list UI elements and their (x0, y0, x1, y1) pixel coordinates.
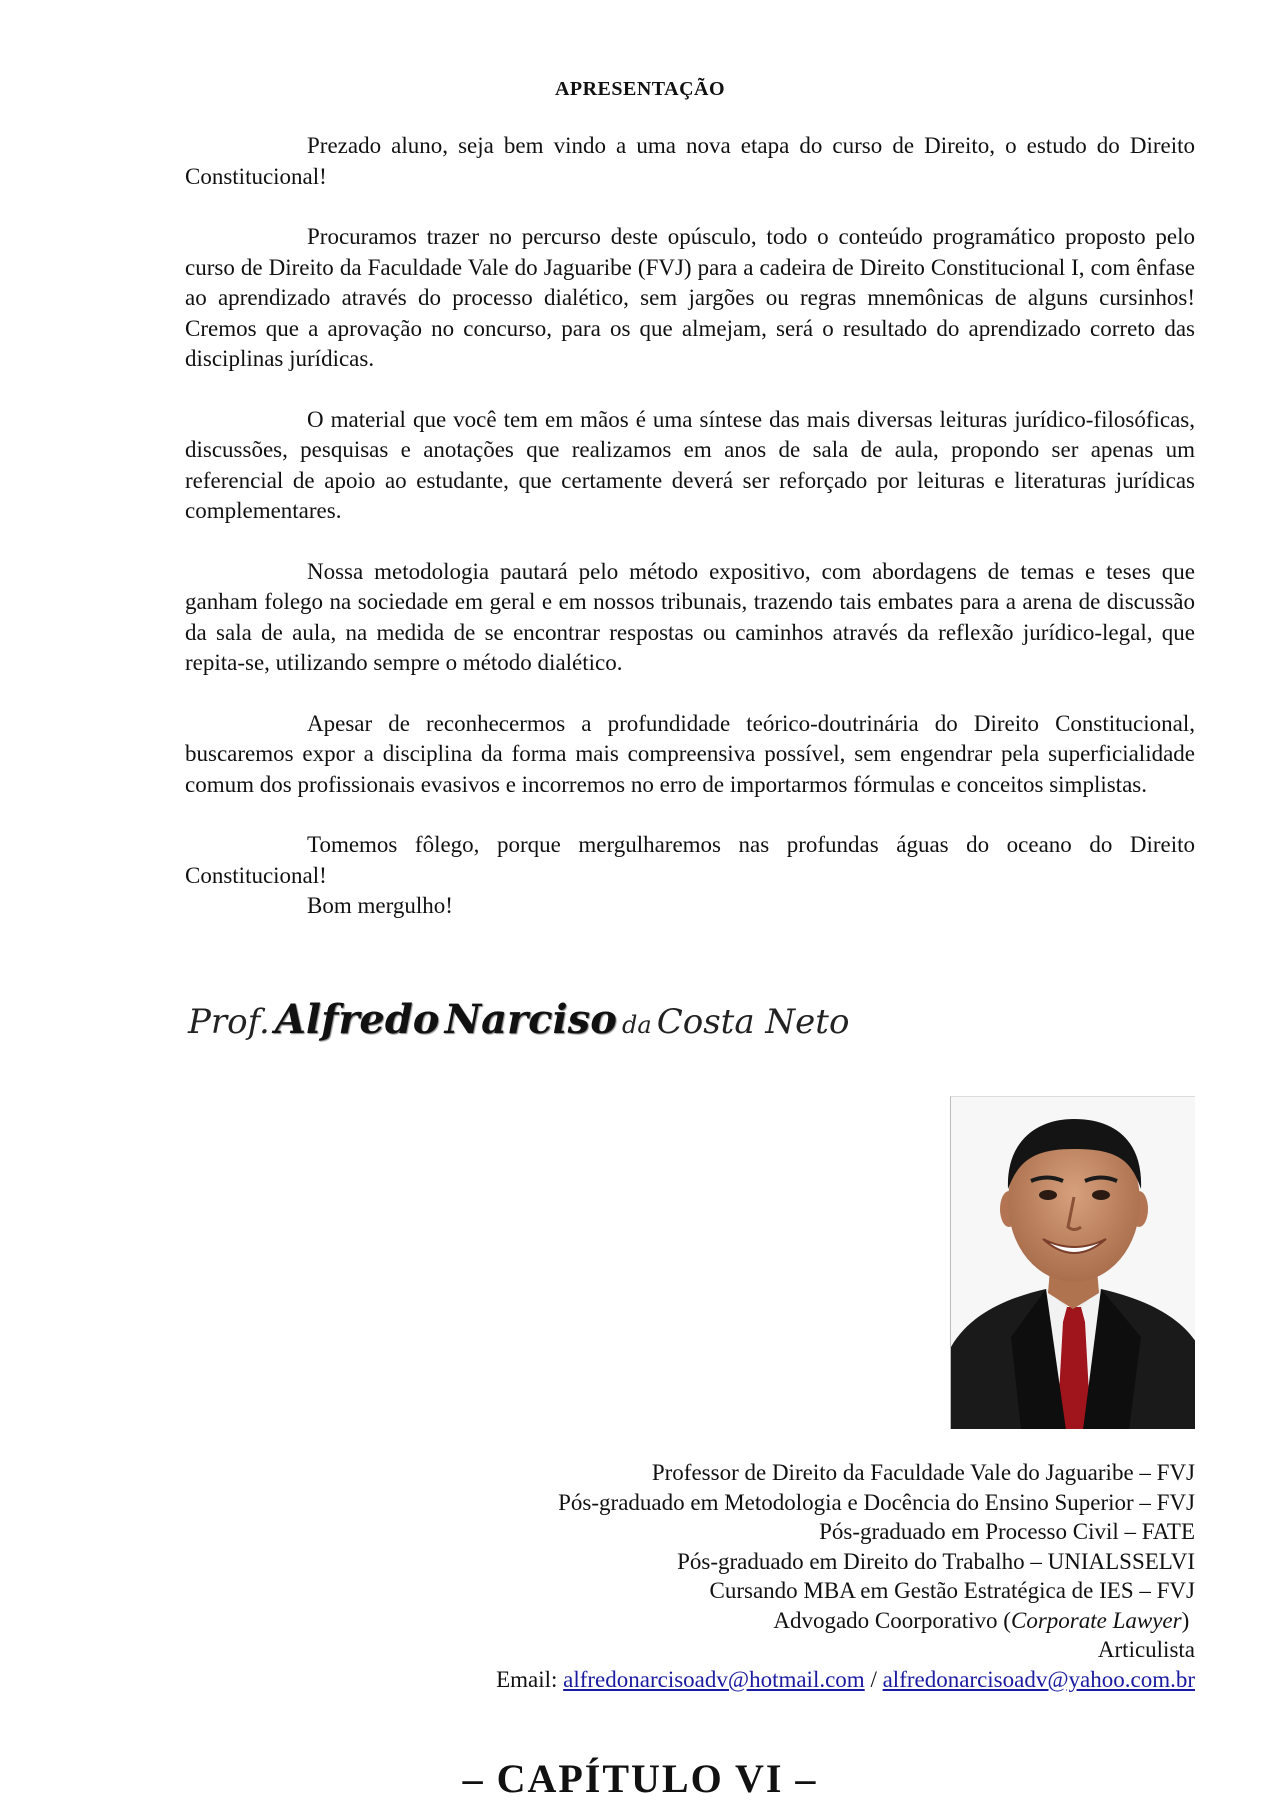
role-text: Advogado Coorporativo ( (773, 1607, 1011, 1633)
paragraph-approach: Apesar de reconhecermos a profundidade teórico-doutrinária do Direito Constitucional, buscaremos expor a disciplina da forma mais compreensiva possível, sem engendrar pela superficialidade comum dos profissionais evasivos e incorremos no erro de importarmos fórmulas e conceitos simplistas. (185, 710, 1195, 797)
email-link-hotmail[interactable]: alfredonarcisoadv@hotmail.com (563, 1666, 865, 1692)
paragraph-methodology: Nossa metodologia pautará pelo método expositivo, com abordagens de temas e teses que ganham folego na sociedade em geral e em nossos tribunais, trazendo tais embates para a arena de discussão da sala de aula, na medida de se encontrar respostas ou caminhos através da reflexão jurídico-legal, que repita-se, utilizando sempre o método dialético. (185, 558, 1195, 675)
credential-line: Pós-graduado em Direito do Trabalho – UNIALSSELVI (677, 1548, 1195, 1574)
email-separator: / (864, 1666, 883, 1692)
signature-last-name: Costa Neto (656, 1002, 850, 1042)
role-english: Corporate Lawyer (1010, 1607, 1182, 1633)
signature-connector: da (621, 1011, 652, 1039)
chapter-heading: – CAPÍTULO VI – (462, 1756, 818, 1801)
email-link-yahoo[interactable]: alfredonarcisoadv@yahoo.com.br (882, 1666, 1195, 1692)
author-photo (950, 1096, 1195, 1429)
author-portrait-icon (951, 1097, 1195, 1429)
credential-line: Cursando MBA em Gestão Estratégica de IES – FVJ (709, 1578, 1195, 1603)
page-title: APRESENTAÇÃO (554, 78, 726, 100)
paragraph-content: Procuramos trazer no percurso deste opúsculo, todo o conteúdo programático proposto pelo curso de Direito da Faculdade Vale do Jaguaribe (FVJ) para a cadeira de Direito Constitucional I, com ênfase ao aprendizado através do processo dialético, sem jargões ou regras mnemônicas de alguns cursinhos! Cremos que a aprovação no concurso, para os que almejam, será o resultado do aprendizado correto das disciplinas jurídicas. (185, 224, 1195, 371)
signature-first-name: Alfredo (274, 996, 440, 1043)
email-label: Email: (496, 1666, 564, 1692)
signature-prefix: Prof. (188, 1002, 270, 1042)
paragraph-welcome: Prezado aluno, seja bem vindo a uma nova etapa do curso de Direito, o estudo do Direito Constitucional! (185, 133, 1195, 189)
paragraph-material: O material que você tem em mãos é uma síntese das mais diversas leituras jurídico-filosóficas, discussões, pesquisas e anotações que realizamos em anos de sala de aula, propondo ser apenas um referencial de apoio ao estudante, que certamente deverá ser reforçado por leituras e literaturas jurídicas complementares. (185, 406, 1195, 523)
author-signature (188, 996, 850, 1056)
presentation-text (185, 131, 1195, 922)
credential-articulista: Articulista (1097, 1637, 1195, 1662)
closing-line: Bom mergulho! (307, 893, 453, 918)
paragraph-dive: Tomemos fôlego, porque mergulharemos nas profundas águas do oceano do Direito Constitucional! (185, 832, 1195, 888)
author-credentials (295, 1458, 1195, 1694)
email-line (295, 1665, 1195, 1695)
credential-line: Professor de Direito da Faculdade Vale do Jaguaribe – FVJ (651, 1460, 1195, 1485)
role-close: ) (1181, 1607, 1190, 1633)
credential-line: Pós-graduado em Metodologia e Docência do Ensino Superior – FVJ (558, 1489, 1195, 1515)
signature-middle-name: Narciso (444, 996, 617, 1043)
credential-line: Pós-graduado em Processo Civil – FATE (819, 1519, 1195, 1544)
credential-role (295, 1606, 1195, 1636)
